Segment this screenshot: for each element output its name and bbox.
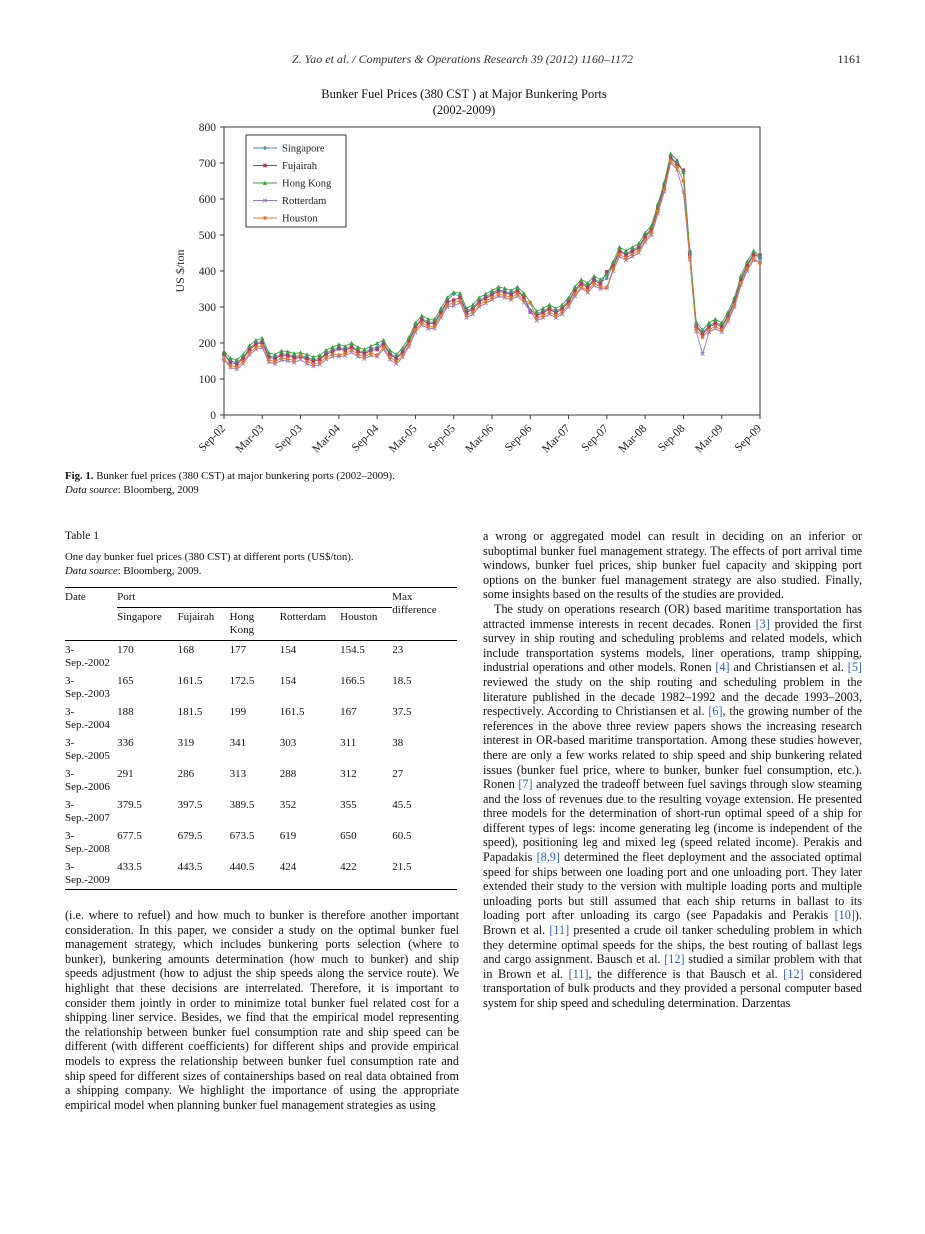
date-cell: 3-Sep.-2003 [65,675,110,700]
date-cell: 3-Sep.-2002 [65,644,110,669]
svg-text:Fujairah: Fujairah [282,161,317,172]
price-cell: 313 [229,768,247,780]
max-difference-cell: 21.5 [392,858,457,890]
price-cell: 677.5 [117,830,142,842]
price-cell: 352 [279,799,297,811]
date-cell: 3-Sep.-2007 [65,799,110,824]
svg-text:Mar-08: Mar-08 [616,422,650,456]
svg-text:Sep-06: Sep-06 [502,422,535,455]
price-cell: 188 [117,706,134,718]
figure-source-label: Data source [65,484,118,496]
figure-caption-text: Bunker fuel prices (380 CST) at major bunkering ports (2002–2009). [93,470,395,482]
chart-title-line2: (2002-2009) [432,103,496,117]
price-cell: 424 [280,858,340,890]
price-cell: 167 [340,706,357,718]
port-column-header: Fujairah [178,608,230,641]
price-cell: 291 [117,768,134,780]
citation-link[interactable]: [7] [518,777,533,792]
svg-text:400: 400 [198,266,216,278]
price-cell: 319 [177,737,195,749]
price-cell: 172.5 [229,675,255,687]
price-cell: 181.5 [177,706,203,718]
table-caption: One day bunker fuel prices (380 CST) at different ports (US$/ton). [65,551,354,563]
body-paragraph-right-2: The study on operations research (OR) based maritime transportation has attracted immense interests in recent decades. Ronen [3] provided the first survey in ship routing and scheduling problems and related models, which include transportation systems models, liner operations, tramp shipping, industrial operations and other models. Ronen [4] and Christiansen et al. [5] reviewed the study on the ship routing and scheduling problem in the literature published in the decade 1982–1992 and the decade 1993–2003, respectively. According to Christiansen et al. [6], the growing number of the references in the above three review papers shows the increasing research interest in OR-based maritime transportation. Among these studies however, there are only a few works related to ship speed and ship bunkering related issues (bunker fuel price, where to bunker, bunker fuel consumption, etc.). Ronen [7] analyzed the tradeoff between fuel savings through slow steaming and the loss of revenues due to the resulting voyage extension. He presented three models for the determination of short-run optimal speed of a ship for different types of legs: income generating leg (income is independent of the speed), positioning leg and mixed leg (speed related income). Perakis and Papadakis [8,9] determined the fleet deployment and the associated optimal speed for ships between one loading port and one unloading port. They later extended their study to the version with multiple loading ports and multiple unloading ports but still assumed that each ship returns in ballast to its loading port after unloading its cargo (see Papadakis and Perakis [10]). Brown et al. [11] presented a crude oil tanker scheduling problem in which they determine optimal speeds for the ships, the best routing of ballast legs and cargo assignment. Bausch et al. [12] studied a similar problem with that in Brown et al. [11], the difference is that Bausch et al. [12] considered transportation of bulk products and they provided a personal computer based system for ship speed and scheduling determination. Darzentas [483,601,863,1010]
svg-text:200: 200 [198,338,216,350]
table-row [65,641,457,673]
price-cell: 397.5 [177,799,203,811]
citation-link[interactable]: [6] [708,704,723,719]
column-header-date: Date [65,588,117,641]
citation-link[interactable]: [5] [847,660,862,675]
table-row [65,703,457,734]
price-cell: 619 [279,830,297,842]
price-cell: 336 [117,737,134,749]
price-cell: 168 [177,644,195,656]
citation-link[interactable]: [12] [783,966,804,981]
citation-link[interactable]: [11] [568,966,589,981]
price-cell: 154 [279,675,297,687]
date-cell: 3-Sep.-2005 [65,737,110,762]
bunker-price-table [65,587,457,890]
page-number: 1161 [837,52,861,66]
table-label: Table 1 [65,530,100,542]
price-cell: 422 [340,858,392,890]
figure-caption [65,469,605,497]
right-column [483,529,862,1011]
price-cell: 161.5 [279,706,305,718]
price-cell: 177 [229,644,247,656]
price-cell: 286 [177,768,195,780]
price-cell: 165 [117,675,134,687]
figure-caption-label: Fig. 1. [65,470,94,482]
price-cell: 379.5 [117,799,142,811]
table-1-block [65,530,459,890]
table-source-text: : Bloomberg, 2009. [117,564,202,577]
price-cell: 389.5 [229,799,255,811]
max-difference-cell: 38 [392,737,404,749]
svg-text:Sep-02: Sep-02 [196,422,229,455]
price-cell: 303 [279,737,297,749]
citation-link[interactable]: [8,9] [536,850,560,865]
table-row [65,765,457,796]
svg-text:Mar-06: Mar-06 [463,422,497,456]
max-difference-cell: 23 [392,644,404,656]
svg-text:Singapore: Singapore [282,143,325,155]
port-column-header: Hong Kong [230,608,280,641]
price-cell: 355 [340,799,357,811]
citation-link[interactable]: [12] [664,952,685,967]
svg-text:0: 0 [210,410,216,422]
max-difference-cell: 45.5 [392,799,412,811]
svg-text:Rotterdam: Rotterdam [282,196,327,207]
price-cell: 288 [279,768,297,780]
chart-title [158,86,770,118]
port-column-header: Houston [340,608,392,641]
table-source-label: Data source [65,564,118,577]
price-cell: 443.5 [178,858,230,890]
body-paragraph-right-1: a wrong or aggregated model can result in deciding on an inferior or suboptimal bunker fuel management strategy. The effects of port arrival time windows, bunker fuel prices, ship bunker fuel capacity and skipping port options on the bunker fuel management strategy are also studied. Finally, some insights based on the results of the studies are provided. [483,529,862,602]
price-cell: 673.5 [229,830,255,842]
price-cell: 154 [279,644,297,656]
price-cell: 650 [340,830,357,842]
svg-text:Sep-08: Sep-08 [656,422,688,455]
date-cell: 3-Sep.-2006 [65,768,110,793]
table-source [65,565,459,579]
citation-link[interactable]: [11] [549,923,570,938]
price-cell: 199 [229,706,247,718]
svg-text:500: 500 [198,230,216,242]
max-difference-cell: 18.5 [392,675,412,687]
date-cell: 3-Sep.-2008 [65,830,110,855]
svg-text:Mar-07: Mar-07 [539,422,573,456]
table-row [65,672,457,703]
price-cell: 166.5 [340,675,365,687]
svg-text:Mar-03: Mar-03 [233,422,267,456]
svg-text:800: 800 [198,122,216,134]
svg-text:Mar-05: Mar-05 [386,422,420,456]
price-cell: 311 [340,737,357,749]
price-cell: 161.5 [177,675,203,687]
bunker-fuel-price-chart [158,119,770,471]
port-column-header: Singapore [117,608,177,641]
left-column [65,530,459,1112]
max-difference-cell: 27 [392,768,404,780]
svg-text:Sep-05: Sep-05 [426,422,458,455]
body-paragraph-left: (i.e. where to refuel) and how much to bunker is therefore another important consideration. In this paper, we consider a study on the optimal bunker fuel management strategy, which includes bunkering ports selection (where to bunker), bunkering amounts determination (how much to bunker) and ship speeds adjustment (how to adjust the ship speeds along the service route). We highlight that these decisions are interrelated. Therefore, it is important to consider them jointly in order to minimize total bunker fuel related cost for a shipping liner service. Besides, we find that the empirical model representing the relationship between bunker fuel consumption rate and ship speed can be different (with different coefficients) for different ships and provide empirical models to express the relationship between bunker fuel consumption rate and ship speed for different sizes of containerships based on real data obtained from a shipping company. We highlight the importance of using the appropriate empirical model when planning bunker fuel management strategies as using [65,908,459,1112]
max-difference-cell: 37.5 [392,706,412,718]
svg-text:Mar-04: Mar-04 [310,422,343,456]
table-row [65,796,457,827]
table-row [65,734,457,765]
figure-1 [158,86,770,471]
price-cell: 440.5 [230,858,280,890]
column-header-port: Port [117,588,392,608]
table-row [65,858,457,890]
citation-link[interactable]: [3] [755,616,770,631]
svg-text:Hong Kong: Hong Kong [282,178,332,190]
max-difference-cell: 60.5 [392,830,412,842]
citation-link[interactable]: [10] [834,908,855,923]
date-cell: 3-Sep.-2004 [65,706,110,731]
table-row [65,827,457,858]
figure-source-text: : Bloomberg, 2009 [117,484,199,496]
svg-text:700: 700 [198,158,216,170]
price-cell: 433.5 [117,858,177,890]
column-header-max-difference: Max difference [392,588,457,641]
price-cell: 170 [117,644,134,656]
date-cell: 3-Sep.-2009 [65,858,117,890]
svg-text:Sep-04: Sep-04 [349,422,382,455]
svg-text:Sep-09: Sep-09 [732,422,765,455]
chart-title-line1: Bunker Fuel Prices (380 CST ) at Major Bunkering Ports [321,87,607,101]
svg-text:600: 600 [198,194,216,206]
price-cell: 341 [229,737,247,749]
svg-text:Mar-09: Mar-09 [693,422,726,456]
price-cell: 679.5 [177,830,203,842]
citation-link[interactable]: [4] [715,660,730,675]
svg-text:Sep-07: Sep-07 [579,422,611,455]
running-header: Z. Yao et al. / Computers & Operations Research 39 (2012) 1160–1172 [292,52,633,66]
svg-text:100: 100 [198,374,216,386]
price-cell: 154.5 [340,644,365,656]
svg-text:Houston: Houston [282,213,318,225]
svg-text:300: 300 [198,302,216,314]
port-column-header: Rotterdam [280,608,340,641]
svg-text:US $/ton: US $/ton [173,249,187,293]
price-cell: 312 [340,768,357,780]
svg-text:Sep-03: Sep-03 [273,422,305,455]
